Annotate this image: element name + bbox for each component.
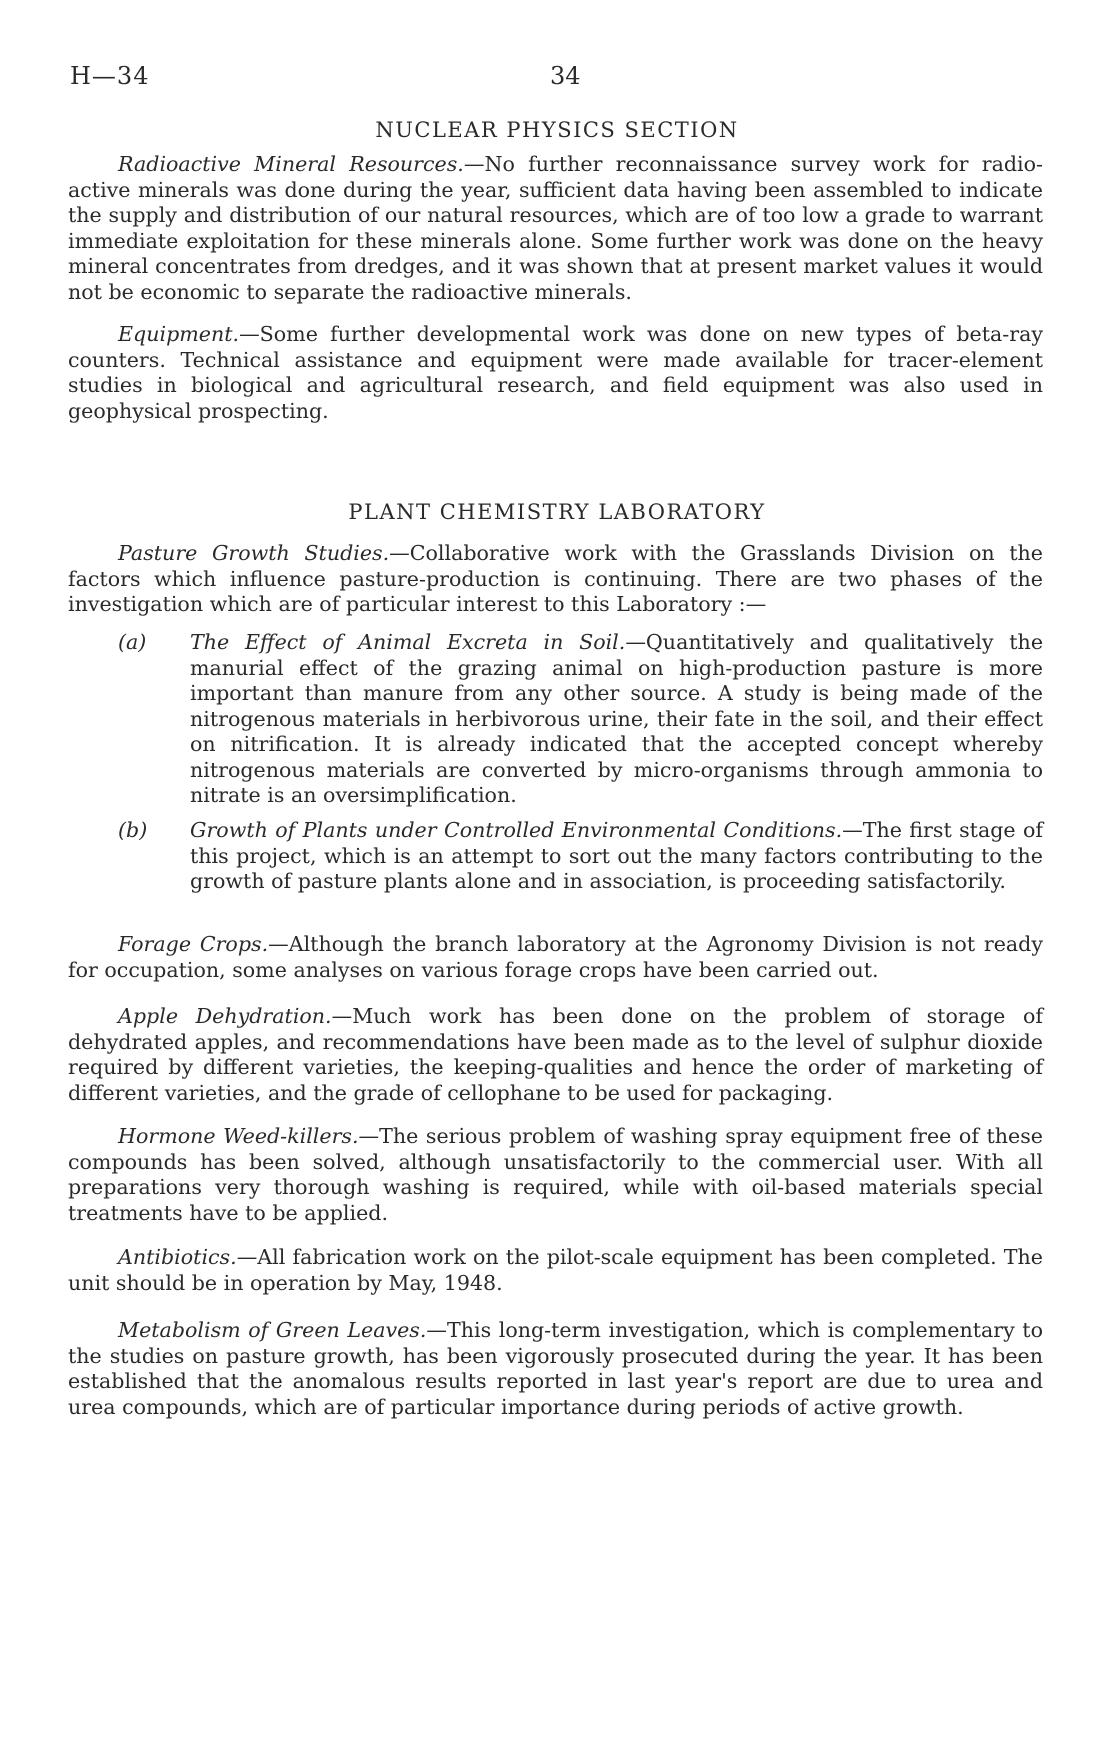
paragraph-text: —No further reconnaissance survey work for radio-active minerals was done during the year, sufficient data having been assembled to indicate the supply and distribution of our natural resources, which are of too low a grade to warrant immediate exploitation for these minerals alone. Some further work was done on the heavy mineral concentrates from dredges, and it was shown that at present market values it would not be economic to separate the radioactive minerals.: [68, 152, 1044, 304]
paragraph-lead: Growth of Plants under Controlled Environmental Conditions.: [190, 818, 843, 842]
paragraph-text: —Collaborative work with the Grasslands Division on the factors which influence pasture-production is continuing. There are two phases of the investigation which are of particular interest to this Laboratory :—: [68, 541, 1043, 616]
paragraph-text: —The first stage of this project, which is an attempt to sort out the many factors contributing to the growth of pasture plants alone and in association, is proceeding satisfactorily.: [190, 818, 1043, 893]
section-heading-plant-chemistry: PLANT CHEMISTRY LABORATORY: [348, 500, 766, 524]
paragraph-pasture-growth-studies: [68, 541, 1043, 618]
paragraph-text: —This long-term investigation, which is complementary to the studies on pasture growth, has been vigorously prosecuted during the year. It has been established that the anomalous results reported in last year's report are due to urea and urea compounds, which are of particular importance during periods of active growth.: [68, 1318, 1043, 1419]
subparagraph-marker: (a): [118, 630, 147, 654]
paragraph-text: —Although the branch laboratory at the Agronomy Division is not ready for occupation, some analyses on various forage crops have been carried out.: [68, 932, 1043, 982]
paragraph-lead: The Effect of Animal Excreta in Soil.: [190, 630, 626, 654]
paragraph-lead: Pasture Growth Studies.: [118, 541, 390, 565]
paragraph-text: —Quantitatively and qualitatively the manurial effect of the grazing animal on high-production pasture is more important than manure from any other source. A study is being made of the nitrogenous materials in herbivorous urine, their fate in the soil, and their effect on nitrification. It is already indicated that the accepted concept whereby nitrogenous materials are converted by micro-organisms through ammonia to nitrate is an oversimplification.: [190, 630, 1044, 807]
subparagraph-marker: (b): [118, 818, 148, 842]
paragraph-radioactive-mineral-resources: [68, 152, 1043, 305]
paragraph-text: —Some further developmental work was done on new types of beta-ray counters. Technical assistance and equipment were made available for tracer-element studies in biological and agricultural research, and field equipment was also used in geophysical prospecting.: [68, 322, 1043, 423]
section-heading-nuclear-physics: NUCLEAR PHYSICS SECTION: [375, 118, 739, 142]
subparagraph-b-controlled-environment: [118, 818, 1043, 895]
paragraph-metabolism-green-leaves: [68, 1318, 1043, 1420]
paragraph-antibiotics: [68, 1245, 1043, 1296]
document-code: H—34: [70, 62, 150, 90]
paragraph-lead: Radioactive Mineral Resources.: [118, 152, 464, 176]
page-header: [0, 62, 1114, 102]
paragraph-text: —Much work has been done on the problem of storage of dehydrated apples, and recommendations have been made as to the level of sulphur dioxide required by different varieties, the keeping-qualities and hence the order of marketing of different varieties, and the grade of cellophane to be used for packaging.: [68, 1004, 1043, 1105]
paragraph-text: —All fabrication work on the pilot-scale equipment has been completed. The unit should be in operation by May, 1948.: [68, 1245, 1043, 1295]
paragraph-lead: Antibiotics.: [118, 1245, 237, 1269]
paragraph-hormone-weed-killers: [68, 1124, 1043, 1226]
paragraph-lead: Hormone Weed-killers.: [118, 1124, 359, 1148]
page-number: 34: [550, 62, 581, 90]
subparagraph-a-animal-excreta: [118, 630, 1043, 809]
paragraph-apple-dehydration: [68, 1004, 1043, 1106]
paragraph-lead: Apple Dehydration.: [118, 1004, 332, 1028]
paragraph-forage-crops: [68, 932, 1043, 983]
paragraph-lead: Equipment.: [118, 322, 240, 346]
paragraph-text: —The serious problem of washing spray equipment free of these compounds has been solved, although unsatisfactorily to the commercial user. With all preparations very thorough washing is required, while with oil-based materials special treatments have to be applied.: [68, 1124, 1043, 1225]
paragraph-equipment: [68, 322, 1043, 424]
paragraph-lead: Metabolism of Green Leaves.: [118, 1318, 427, 1342]
paragraph-lead: Forage Crops.: [118, 932, 269, 956]
